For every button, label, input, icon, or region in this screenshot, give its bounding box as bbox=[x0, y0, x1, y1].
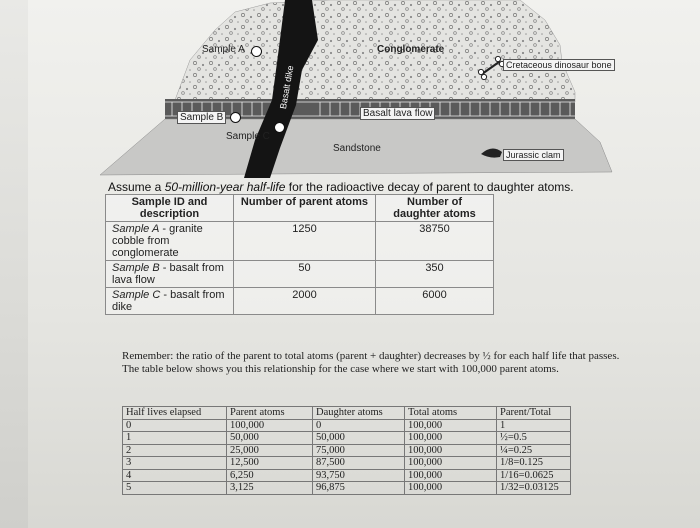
parent-atoms-value: 50 bbox=[234, 261, 376, 288]
sample-description: - basalt from dike bbox=[112, 289, 225, 313]
daughter-atoms-value: 6000 bbox=[376, 288, 494, 315]
label-jurassic-clam: Jurassic clam bbox=[503, 149, 564, 161]
label-basalt-lava-flow: Basalt lava flow bbox=[360, 107, 435, 120]
intro-text-end: for the radioactive decay of parent to daughter atoms. bbox=[285, 180, 574, 194]
daughter-value: 50,000 bbox=[313, 432, 405, 445]
table-row bbox=[123, 419, 571, 432]
header-daughter-atoms: Number of daughter atoms bbox=[376, 195, 494, 222]
daughter-atoms-value: 350 bbox=[376, 261, 494, 288]
header-total: Total atoms bbox=[405, 407, 497, 420]
intro-text-italic: 50-million-year half-life bbox=[164, 180, 286, 194]
half-lives-value: 2 bbox=[123, 444, 227, 457]
parent-atoms-value: 1250 bbox=[234, 222, 376, 261]
total-value: 100,000 bbox=[405, 444, 497, 457]
ratio-value: 1/8=0.125 bbox=[497, 457, 571, 470]
sample-name: Sample B bbox=[112, 262, 160, 274]
sample-name: Sample A bbox=[112, 223, 160, 235]
ratio-value: 1/16=0.0625 bbox=[497, 469, 571, 482]
sample-name: Sample C bbox=[112, 289, 161, 301]
sample-b-marker-icon bbox=[230, 112, 241, 123]
sample-a-marker-icon bbox=[251, 46, 262, 57]
half-lives-value: 5 bbox=[123, 482, 227, 495]
header-half-lives: Half lives elapsed bbox=[123, 407, 227, 420]
sample-c-marker-icon bbox=[274, 122, 285, 133]
label-basalt-dike: Basalt dike bbox=[278, 64, 296, 110]
daughter-value: 96,875 bbox=[313, 482, 405, 495]
ratio-value: ¼=0.25 bbox=[497, 444, 571, 457]
total-value: 100,000 bbox=[405, 482, 497, 495]
header-ratio: Parent/Total bbox=[497, 407, 571, 420]
half-lives-value: 4 bbox=[123, 469, 227, 482]
parent-value: 6,250 bbox=[227, 469, 313, 482]
table-row bbox=[123, 482, 571, 495]
total-value: 100,000 bbox=[405, 457, 497, 470]
remember-paragraph: Remember: the ratio of the parent to total atoms (parent + daughter) decreases by ½ for each half life that passes. The table below shows you this relationship for the case where we start with 100,000 parent atoms. bbox=[122, 350, 620, 375]
table-row bbox=[123, 469, 571, 482]
samples-table-header bbox=[106, 195, 494, 222]
half-lives-value: 0 bbox=[123, 419, 227, 432]
label-conglomerate: Conglomerate bbox=[377, 44, 445, 55]
table-row bbox=[106, 288, 494, 315]
label-sample-c: Sample C bbox=[226, 131, 270, 142]
total-value: 100,000 bbox=[405, 432, 497, 445]
header-parent: Parent atoms bbox=[227, 407, 313, 420]
table-row bbox=[106, 261, 494, 288]
intro-text-start: Assume a bbox=[108, 180, 165, 194]
daughter-value: 75,000 bbox=[313, 444, 405, 457]
ratio-value: ½=0.5 bbox=[497, 432, 571, 445]
table-row bbox=[123, 432, 571, 445]
samples-table bbox=[105, 194, 494, 315]
label-sample-a: Sample A bbox=[202, 44, 245, 55]
intro-sentence bbox=[108, 180, 574, 194]
header-parent-atoms: Number of parent atoms bbox=[234, 195, 376, 222]
parent-value: 12,500 bbox=[227, 457, 313, 470]
label-dinosaur-bone: Cretaceous dinosaur bone bbox=[503, 59, 615, 71]
total-value: 100,000 bbox=[405, 469, 497, 482]
daughter-value: 0 bbox=[313, 419, 405, 432]
daughter-value: 93,750 bbox=[313, 469, 405, 482]
parent-value: 100,000 bbox=[227, 419, 313, 432]
table-row bbox=[123, 457, 571, 470]
half-lives-value: 1 bbox=[123, 432, 227, 445]
parent-value: 3,125 bbox=[227, 482, 313, 495]
daughter-value: 87,500 bbox=[313, 457, 405, 470]
daughter-atoms-value: 38750 bbox=[376, 222, 494, 261]
half-lives-value: 3 bbox=[123, 457, 227, 470]
total-value: 100,000 bbox=[405, 419, 497, 432]
ratio-value: 1/32=0.03125 bbox=[497, 482, 571, 495]
table-row bbox=[123, 444, 571, 457]
sample-description: - granite cobble from conglomerate bbox=[112, 223, 203, 259]
parent-atoms-value: 2000 bbox=[234, 288, 376, 315]
half-life-table-header bbox=[123, 407, 571, 420]
parent-value: 25,000 bbox=[227, 444, 313, 457]
parent-value: 50,000 bbox=[227, 432, 313, 445]
table-row bbox=[106, 222, 494, 261]
header-daughter: Daughter atoms bbox=[313, 407, 405, 420]
sample-description: - basalt from lava flow bbox=[112, 262, 224, 286]
ratio-value: 1 bbox=[497, 419, 571, 432]
label-sandstone: Sandstone bbox=[333, 143, 381, 154]
header-sample-id: Sample ID and description bbox=[106, 195, 234, 222]
label-sample-b: Sample B bbox=[177, 111, 226, 124]
half-life-table bbox=[122, 406, 571, 495]
